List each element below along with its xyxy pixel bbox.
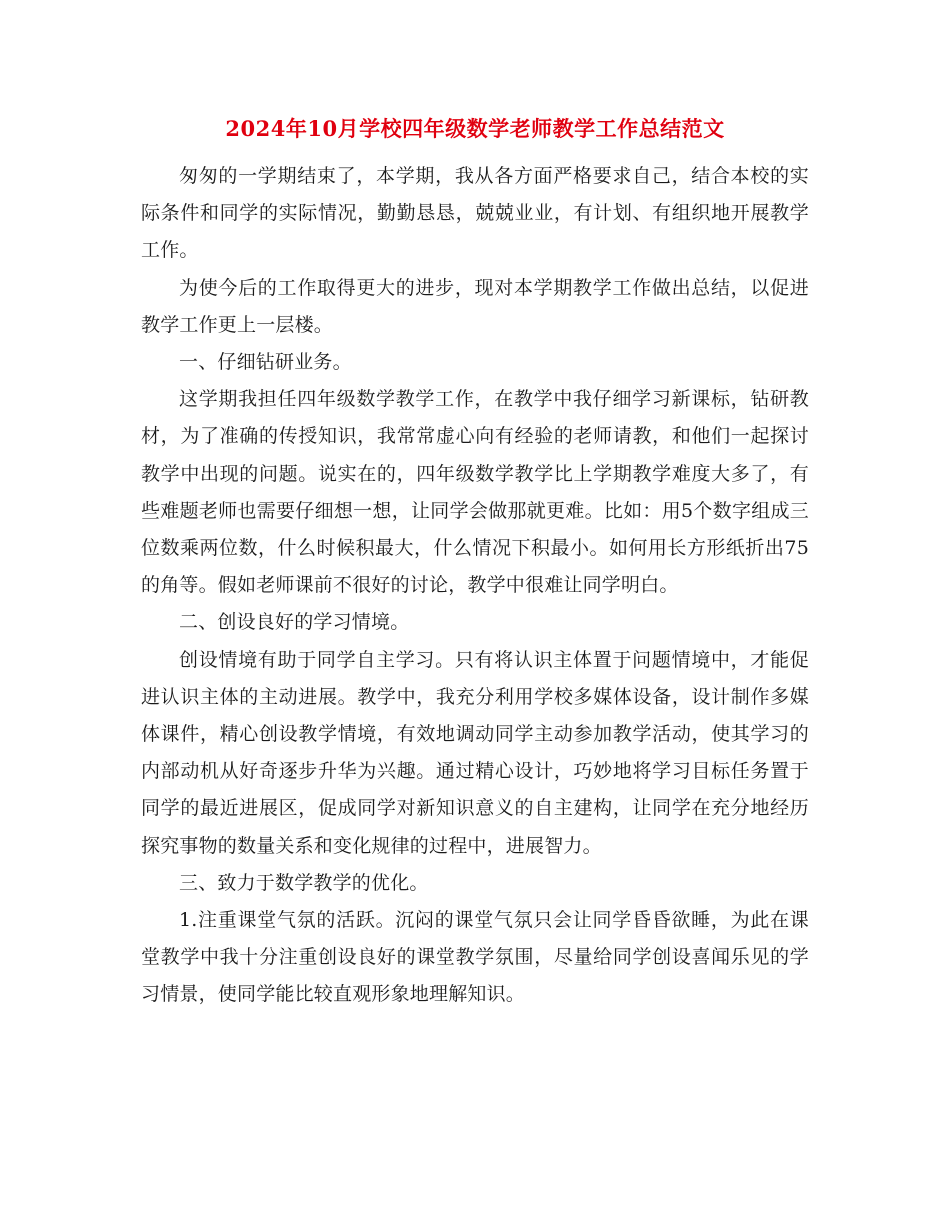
section-heading-1: 一、仔细钻研业务。: [179, 351, 352, 374]
paragraph-intro: 匆匆的一学期结束了，本学期，我从各方面严格要求自己，结合本校的实际条件和同学的实际情况，勤勤恳恳，兢兢业业，有计划、有组织地开展教学工作。: [141, 165, 809, 262]
section-heading-2: 二、创设良好的学习情境。: [179, 611, 410, 634]
paragraph-section-1: 这学期我担任四年级数学教学工作，在教学中我仔细学习新课标，钻研教材，为了准确的传授知识，我常常虚心向有经验的老师请教，和他们一起探讨教学中出现的问题。说实在的，四年级数学教学比上学期教学难度大多了，有些难题老师也需要仔细想一想，让同学会做那就更难。比如：用5个数字组成三位数乘两位数，什么时候积最大，什么情况下积最小。如何用长方形纸折出75 的角等。假如老师课前不很好的讨论，教学中很难让同学明白。: [141, 388, 809, 597]
document-body: [141, 158, 809, 1014]
paragraph-section-2: 创设情境有助于同学自主学习。只有将认识主体置于问题情境中，才能促进认识主体的主动进展。教学中，我充分利用学校多媒体设备，设计制作多媒体课件，精心创设教学情境，有效地调动同学主动参加教学活动，使其学习的内部动机从好奇逐步升华为兴趣。通过精心设计，巧妙地将学习目标任务置于同学的最近进展区，促成同学对新知识意义的自主建构，让同学在充分地经历探究事物的数量关系和变化规律的过程中，进展智力。: [141, 648, 809, 857]
section-heading-3: 三、致力于数学教学的优化。: [179, 871, 429, 894]
document-title: 2024年10月学校四年级数学老师教学工作总结范文: [225, 116, 725, 141]
paragraph-section-3-item-1: 1.注重课堂气氛的活跃。沉闷的课堂气氛只会让同学昏昏欲睡，为此在课堂教学中我十分注重创设良好的课堂教学氛围，尽量给同学创设喜闻乐见的学习情景，使同学能比较直观形象地理解知识。: [141, 909, 809, 1006]
paragraph-purpose: 为使今后的工作取得更大的进步，现对本学期教学工作做出总结，以促进教学工作更上一层楼。: [141, 276, 809, 336]
